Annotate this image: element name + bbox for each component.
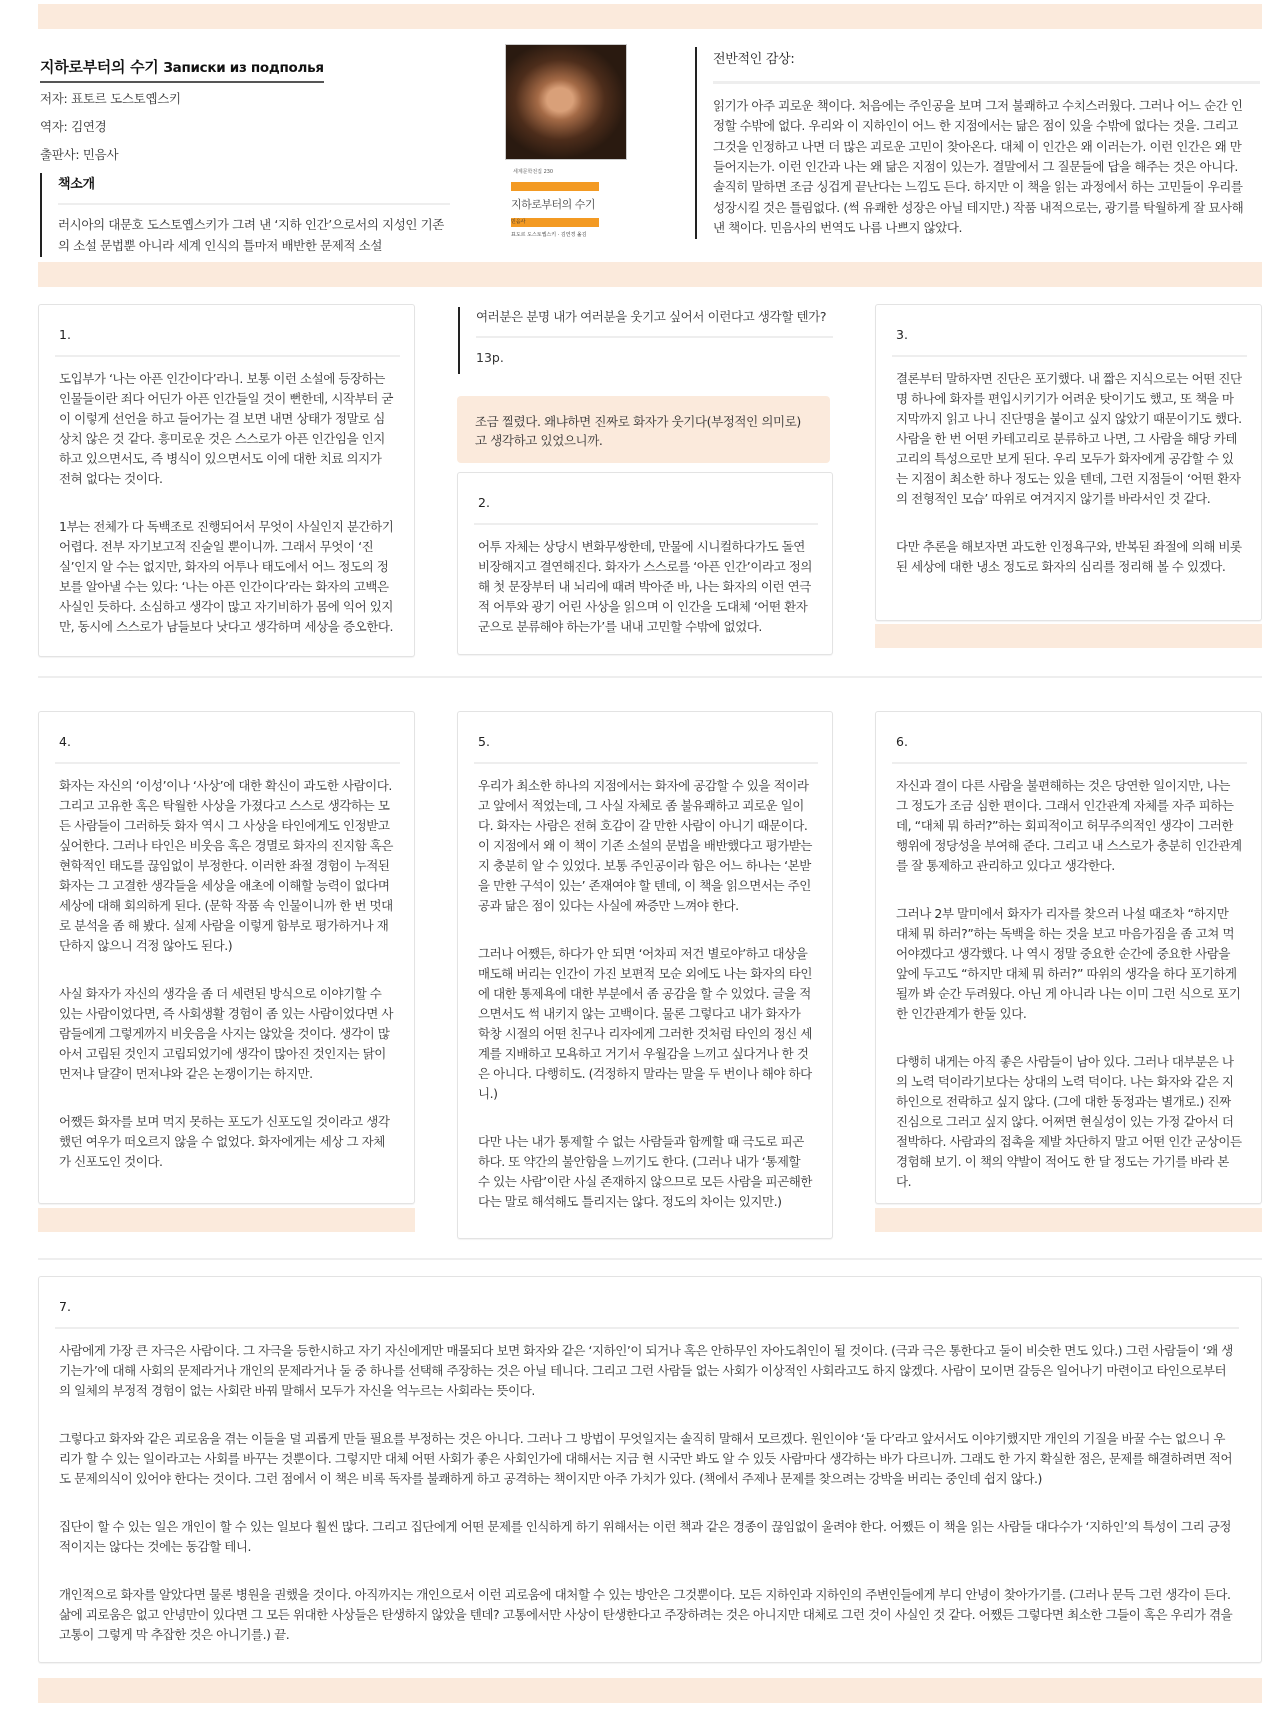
book-title-russian: Записки из подполья (163, 60, 324, 76)
card-body (59, 1341, 1235, 1645)
book-intro (40, 173, 450, 257)
paragraph: 다행히 내게는 아직 좋은 사람들이 남아 있다. 그러나 대부분은 나의 노력 덕이라기보다는 상대의 노력 덕이다. 나는 화자와 같은 지하인으로 전락하고 싶지 않다. (그에 대한 동정과는 별개로.) 진짜 진심으로 그러고 싶지 않다. 어쩌면 현실성이 있는 가정 같아서 더 절박하다. 사람과의 접촉을 제발 차단하지 말고 어떤 인간 군상이든 경험해 보기. 이 책의 약발이 적어도 한 달 정도는 가기를 바라 본다. (896, 1054, 1242, 1189)
divider (474, 523, 818, 525)
paragraph: 그렇다고 화자와 같은 괴로움을 겪는 이들을 덜 괴롭게 만들 필요를 부정하는 것은 아니다. 그러나 그 방법이 무엇일지는 솔직히 말해서 모르겠다. 원인이야 ‘둘 다’라고 앞서서도 이야기했지만 개인의 기질을 바꿀 수는 없으니 우리가 할 수 있는 일이라고는 사회를 바꾸는 것뿐이다. 그렇지만 대체 어떤 사회가 좋은 사회인가에 대해서는 지금 현 시국만 봐도 알 수 있듯 사람마다 생각하는 바가 다르니까. 그래도 한 가지 확실한 점은, 문제를 해결하려면 적어도 문제의식이 있어야 한다는 것이다. 그런 점에서 이 책은 비록 독자를 불쾌하게 하고 공격하는 책이지만 아주 가치가 있다. (책에서 주제나 문제를 찾으려는 강박을 버리는 중인데 쉽지 않다.) (59, 1431, 1233, 1486)
book-title-korean: 지하로부터의 수기 (40, 58, 159, 76)
paragraph: 어쨌든 화자를 보며 먹지 못하는 포도가 신포도일 것이라고 생각했던 여우가 떠오르지 않을 수 없었다. 화자에게는 세상 그 자체가 신포도인 것이다. (59, 1114, 390, 1169)
card-footer-banner (875, 1208, 1262, 1232)
cover-portrait (505, 44, 627, 160)
cover-orange-band (511, 182, 599, 191)
top-banner (38, 4, 1262, 29)
card-number: 6. (896, 734, 908, 749)
cover-author: 표도르 도스토옙스키 · 김연경 옮김 (511, 231, 587, 238)
paragraph: 사람에게 가장 큰 자극은 사람이다. 그 자극을 등한시하고 자기 자신에게만 매몰되다 보면 화자와 같은 ‘지하인’이 되거나 혹은 안하무인 자아도취인이 될 것이다. (극과 극은 통한다고 둘이 비슷한 면도 있다.) 그런 사람들이 ‘왜 생기는가’에 대해 사회의 문제라거나 개인의 문제라거나 둘 중 하나를 선택해 주장하는 것은 아닐 테니다. 그리고 그런 사람들 없는 사회가 이상적인 사회라고도 하지 않겠다. 사람이 모이면 갈등은 일어나기 마련이고 타인으로부터의 일체의 부정적 경험이 없는 사회란 바꿔 말해서 모두가 자신을 억누르는 사회라는 뜻이다. (59, 1343, 1233, 1398)
card-number: 2. (478, 495, 490, 510)
book-quote (458, 307, 833, 374)
paragraph: 개인적으로 화자를 알았다면 물론 병원을 권했을 것이다. 아직까지는 개인으로서 이런 괴로움에 대처할 수 있는 방안은 그것뿐이다. 모든 지하인과 지하인의 주변인들에게 부디 안녕이 찾아가기를. (그러나 문득 그런 생각이 든다. 삶에 괴로움은 없고 안녕만이 있다면 그 모든 위대한 사상들은 탄생하지 않았을 텐데? 고통에서만 사상이 탄생한다고 주장하려는 것은 아니지만 대체로 그런 것이 사실인 것 같다. 어쨌든 그렇다면 최소한 그들이 혹은 우리가 겪을 고통이 그렇게 막 추잡한 것은 아니기를.) 끝. (59, 1587, 1233, 1642)
card-body (478, 537, 814, 637)
divider (713, 81, 1260, 84)
divider (55, 1327, 1239, 1329)
section-banner (38, 262, 1262, 287)
paragraph: 도입부가 ‘나는 아픈 인간이다’라니. 보통 이런 소설에 등장하는 인물들이란 죄다 어딘가 아픈 인간들일 것이 뻔한데, 시작부터 굳이 이렇게 선언을 하고 들어가는 걸 보면 내면 상태가 정말로 심상치 않은 것 같다. 흥미로운 것은 스스로가 아픈 인간임을 인지하고 있으면서도, 즉 병식이 있으면서도 이에 대한 치료 의지가 전혀 없다는 것이다. (59, 371, 393, 486)
divider (474, 762, 818, 764)
card-number: 4. (59, 734, 71, 749)
card-number: 3. (896, 327, 908, 342)
card-body (896, 369, 1243, 577)
paragraph: 결론부터 말하자면 진단은 포기했다. 내 짧은 지식으로는 어떤 진단명 하나에 화자를 편입시키기가 어려운 탓이기도 했고, 또 책을 마지막까지 읽고 나니 진단명을 붙이고 싶지 않았기 때문이기도 했다. 사람을 한 번 어떤 카테고리로 분류하고 나면, 그 사람을 해당 카테고리의 특성으로만 보게 된다. 우리 모두가 화자에게 공감할 수 있는 지점이 최소한 하나 정도는 있을 텐데, 그런 지점들이 ‘어떤 환자의 전형적인 모습’ 따위로 여겨지지 않기를 바라서인 것 같다. (896, 371, 1242, 506)
card-number: 1. (59, 327, 71, 342)
note-card-1 (38, 304, 415, 657)
divider (55, 355, 400, 357)
divider (892, 355, 1247, 357)
translator-line: 역자: 김연경 (40, 118, 107, 134)
card-footer-banner (875, 624, 1262, 648)
divider (476, 336, 833, 338)
note-card-2 (457, 472, 833, 655)
paragraph: 집단이 할 수 있는 일은 개인이 할 수 있는 일보다 훨씬 많다. 그리고 집단에게 어떤 문제를 인식하게 하기 위해서는 이런 책과 같은 경종이 끊임없이 울려야 한다. 어쨌든 이 책을 읽는 사람들 대다수가 ‘지하인’의 특성이 그리 긍정적이지는 않다는 것에는 동감할 테니. (59, 1519, 1232, 1554)
paragraph: 그러나 어쨌든, 하다가 안 되면 ‘어차피 저건 별로야’하고 대상을 매도해 버리는 인간이 가진 보편적 모순 외에도 나는 화자의 타인에 대한 통제욕에 대한 부분에서 좀 공감을 할 수 있었다. 글을 적으면서도 썩 내키지 않는 고백이다. 물론 그렇다고 내가 화자가 학창 시절의 어떤 친구나 리자에게 그러한 것처럼 타인의 정신 세계를 지배하고 모욕하고 거기서 우월감을 느끼고 싶다거나 한 것은 아니다. 다행히도. (걱정하지 말라는 말을 두 번이나 해야 하다니.) (478, 946, 812, 1101)
paragraph: 다만 추론을 해보자면 과도한 인정욕구와, 반복된 좌절에 의해 비롯된 세상에 대한 냉소 정도로 화자의 심리를 정리해 볼 수 있겠다. (896, 539, 1242, 574)
card-body (896, 776, 1243, 1192)
intro-text: 러시아의 대문호 도스토옙스키가 그려 낸 ‘지하 인간’으로서의 지성인 기존의 소설 문법뿐 아니라 세계 인식의 틀마저 배반한 문제적 소설 (58, 217, 444, 254)
card-body (59, 369, 396, 637)
note-card-3 (875, 304, 1262, 621)
bottom-banner (38, 1678, 1262, 1703)
card-number: 5. (478, 734, 490, 749)
paragraph: 그러나 2부 말미에서 화자가 리자를 찾으러 나설 때조차 “하지만 대체 뭐 하러?”하는 독백을 하는 것을 보고 마음가짐을 좀 고쳐 먹어야겠다고 생각했다. 나 역시 정말 중요한 순간에 중요한 사람을 앞에 두고도 “하지만 대체 뭐 하러?” 따위의 생각을 하다 포기하게 될까 봐 순간 두려웠다. 아닌 게 아니라 나는 이미 그런 식으로 포기한 인간관계가 한둘 있다. (896, 906, 1241, 1021)
section-divider (38, 1258, 1262, 1260)
divider (892, 762, 1247, 764)
cover-publisher: 민음사 (511, 219, 526, 225)
paragraph: 어투 자체는 상당시 변화무쌍한데, 만물에 시니컬하다가도 돌연 비장해지고 결연해진다. 화자가 스스로를 ‘아픈 인간’이라고 정의해 첫 문장부터 내 뇌리에 때려 박아준 바, 나는 화자의 이런 연극적 어투와 광기 어린 사상을 읽으며 이 인간을 도대체 ‘어떤 환자군으로 분류해야 하는가’를 내내 고민할 수밖에 없었다. (478, 539, 812, 634)
quote-reaction-note: 조금 찔렸다. 왜냐하면 진짜로 화자가 웃기다(부정적인 의미로)고 생각하고 있었으니까. (457, 396, 830, 463)
paragraph: 1부는 전체가 다 독백조로 진행되어서 무엇이 사실인지 분간하기 어렵다. 전부 자기보고적 진술일 뿐이니까. 그래서 무엇이 ‘진실’인지 알 수는 없지만, 화자의 어투나 태도에서 어느 정도의 정보를 알아낼 수는 있다: ‘나는 아픈 인간이다’라는 화자의 고백은 사실인 듯하다. 소심하고 생각이 많고 자기비하가 몸에 익어 있지만, 동시에 스스로가 남들보다 낫다고 생각하며 세상을 증오한다. (59, 519, 394, 634)
paragraph: 자신과 결이 다른 사람을 불편해하는 것은 당연한 일이지만, 나는 그 정도가 조금 심한 편이다. 그래서 인간관계 자체를 자주 피하는데, “대체 뭐 하러?”하는 회피적이고 허무주의적인 생각이 그러한 행위에 정당성을 부여해 준다. 그리고 내 스스로가 충분히 인간관계를 잘 통제하고 관리하고 있다고 생각한다. (896, 778, 1242, 873)
paragraph: 우리가 최소한 하나의 지점에서는 화자에 공감할 수 있을 적이라고 앞에서 적었는데, 그 사실 자체로 좀 불유쾌하고 괴로운 일이다. 화자는 사람은 전혀 호감이 갈 만한 사람이 아니기 때문이다. 이 지점에서 왜 이 책이 기존 소설의 문법을 배반했다고 평가받는지 충분히 알 수 있었다. 보통 주인공이라 함은 어느 하나는 ‘본받을 만한 구석이 있는’ 존재여야 할 텐데, 이 책을 읽으면서는 주인공과 닮은 점이 있다는 사실에 짜증만 느껴야 한다. (478, 778, 812, 913)
overall-impression (695, 47, 1260, 239)
quote-page: 13p. (476, 350, 504, 366)
section-divider (38, 676, 1262, 678)
impression-heading: 전반적인 감상: (713, 52, 795, 67)
card-body (478, 776, 814, 1212)
card-footer-banner (38, 1208, 415, 1232)
intro-heading: 책소개 (58, 176, 95, 192)
note-card-5 (457, 711, 833, 1239)
publisher-line: 출판사: 민음사 (40, 146, 119, 162)
paragraph: 사실 화자가 자신의 생각을 좀 더 세련된 방식으로 이야기할 수 있는 사람이었다면, 즉 사회생활 경험이 좀 있는 사람이었다면 사람들에게 그렇게까지 비웃음을 사지는 않았을 것이다. 생각이 많아서 고립된 것인지 고립되었기에 생각이 많아진 것인지는 닭이 먼저냐 달걀이 먼저냐와 같은 논쟁이기는 하지만. (59, 986, 393, 1081)
cover-series: 세계문학전집 230 (513, 169, 554, 175)
card-number: 7. (59, 1299, 71, 1314)
cover-title: 지하로부터의 수기 (511, 198, 596, 211)
author-line: 저자: 표토르 도스토옙스키 (40, 90, 181, 106)
quote-text: 여러분은 분명 내가 여러분을 웃기고 싶어서 이런다고 생각할 텐가? (476, 309, 827, 324)
impression-text: 읽기가 아주 괴로운 책이다. 처음에는 주인공을 보며 그저 불쾌하고 수치스러웠다. 그러나 어느 순간 인정할 수밖에 없다. 우리와 이 지하인이 어느 한 지점에서는 닮은 점이 있을 수밖에 없다는 것을. 그리고 그것을 인정하고 나면 더 많은 괴로운 고민이 찾아온다. 대체 이 인간은 왜 이러는가. 이런 인간은 왜 만들어지는가. 이런 인간과 나는 왜 닮은 지점이 있는가. 결말에서 그 질문들에 답을 해주는 것은 아니다. 솔직히 말하면 조금 싱겁게 끝난다는 느낌도 든다. 하지만 이 책을 읽는 과정에서 하는 고민들이 우리를 성장시킬 것은 틀림없다. (썩 유쾌한 성장은 아닐 테지만.) 작품 내적으로는, 광기를 탁월하게 잘 묘사해낸 책이다. 민음사의 번역도 나름 나쁘지 않았다. (713, 97, 1244, 236)
divider (55, 762, 400, 764)
card-body (59, 776, 396, 1172)
paragraph: 화자는 자신의 ‘이성’이나 ‘사상’에 대한 확신이 과도한 사람이다. 그리고 고유한 혹은 탁월한 사상을 가졌다고 스스로 생각하는 모든 사람들이 그러하듯 화자 역시 그 사상을 타인에게도 인정받고 싶어한다. 그러나 타인은 비웃음 혹은 경멸로 화자의 진지함 혹은 현학적인 태도를 끊임없이 부정한다. 이러한 좌절 경험이 누적된 화자는 그 고결한 생각들을 세상을 애초에 이해할 능력이 없다며 세상에 대해 회의하게 된다. (문학 작품 속 인물이니까 한 번 멋대로 분석을 좀 해 봤다. 실제 사람을 이렇게 함부로 평가하거나 재단하지 않으니 걱정 않아도 된다.) (59, 778, 393, 953)
note-card-6 (875, 711, 1262, 1204)
book-title (40, 55, 324, 83)
book-info (40, 55, 450, 257)
paragraph: 다만 나는 내가 통제할 수 없는 사람들과 함께할 때 극도로 피곤하다. 또 약간의 불안함을 느끼기도 한다. (그러나 내가 ‘통제할 수 있는 사람’이란 사실 존재하지 않으므로 모든 사람을 피곤해한다는 말로 해석해도 틀리지는 않다. 정도의 차이는 있지만.) (478, 1134, 812, 1209)
note-card-7 (38, 1276, 1262, 1663)
divider (58, 203, 450, 205)
book-cover-image (505, 44, 630, 244)
note-card-4 (38, 711, 415, 1204)
